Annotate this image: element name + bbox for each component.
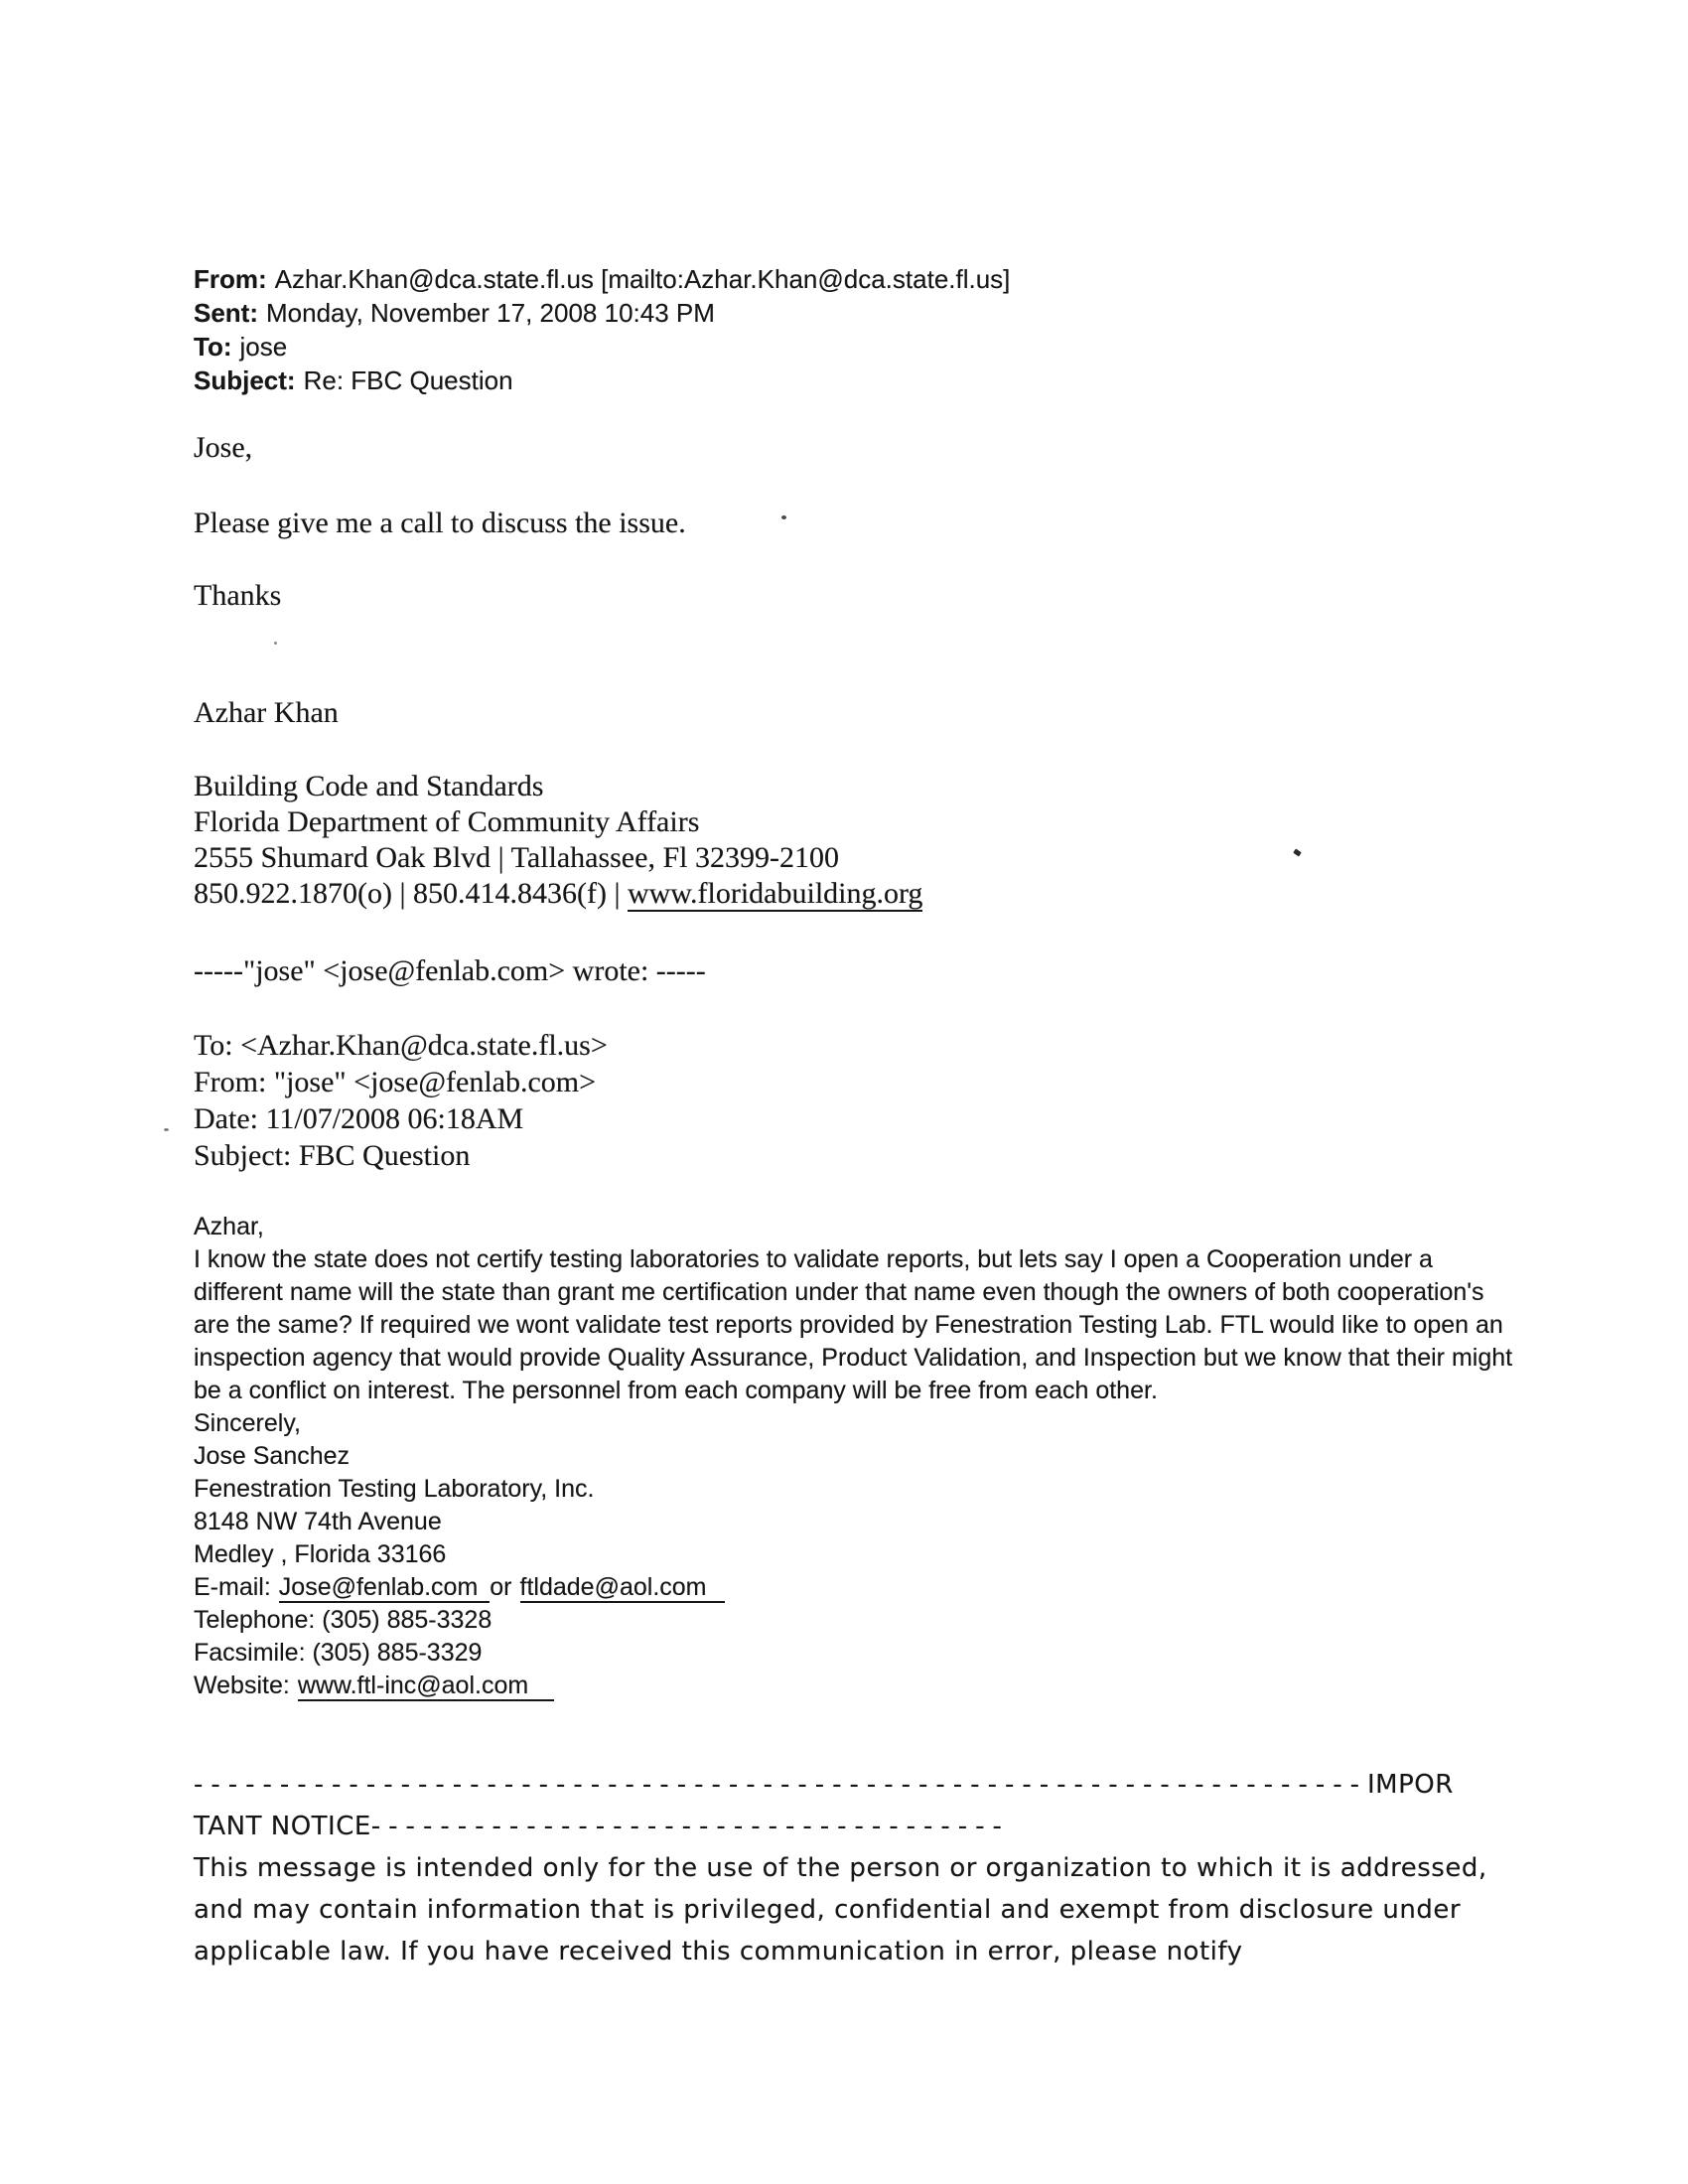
website-label: Website: — [194, 1672, 290, 1699]
quoted-header-from: From: "jose" <jose@fenlab.com> — [194, 1066, 597, 1098]
quoted-attribution: -----"jose" <jose@fenlab.com> wrote: ----- — [194, 954, 706, 987]
notice-separator-tail: IMPOR — [1366, 1770, 1454, 1800]
quoted-sender-name: Jose Sanchez — [194, 1442, 351, 1470]
floridabuilding-link[interactable]: www.floridabuilding.org — [627, 877, 923, 910]
reply-body-line: Please give me a call to discuss the issue. — [194, 507, 686, 539]
header-from-label: From: — [194, 264, 267, 294]
email-label: E-mail: — [194, 1573, 271, 1601]
quoted-telephone: Telephone: (305) 885-3328 — [194, 1606, 492, 1634]
quoted-website-line — [194, 1670, 1514, 1702]
header-row-sent — [194, 296, 1010, 330]
notice-body: This message is intended only for the use of the person or organization to which it is addressed, and may contain information that is privileged, confidential and exempt from disclosure under applicable law. If you have received this communication in error, please notify — [194, 1853, 1487, 1966]
quoted-salutation: Azhar, — [194, 1213, 264, 1240]
quoted-city: Medley , Florida 33166 — [194, 1540, 447, 1568]
email-conjunction: or — [490, 1573, 512, 1601]
scan-artifact — [164, 1128, 169, 1131]
notice-title — [194, 1806, 1520, 1847]
quoted-header-subject: Subject: FBC Question — [194, 1139, 471, 1172]
quoted-company: Fenestration Testing Laboratory, Inc. — [194, 1475, 595, 1503]
reply-sender-name: Azhar Khan — [194, 696, 339, 729]
email-link-primary[interactable]: Jose@fenlab.com — [279, 1573, 490, 1603]
signature-contact-line — [194, 876, 922, 912]
scan-artifact — [781, 515, 786, 519]
header-to-value: jose — [239, 332, 288, 362]
header-to-label: To: — [194, 332, 232, 362]
header-row-from — [194, 262, 1010, 296]
header-from-value: Azhar.Khan@dca.state.fl.us [mailto:Azhar.Khan@dca.state.fl.us] — [274, 264, 1011, 294]
notice-title-dashes: ------------------------------------- — [370, 1812, 1010, 1841]
header-subject-label: Subject: — [194, 365, 296, 395]
reply-greeting: Jose, — [194, 431, 253, 464]
signature-org-line: Florida Department of Community Affairs — [194, 805, 700, 838]
quoted-header-to: To: <Azhar.Khan@dca.state.fl.us> — [194, 1029, 608, 1062]
quoted-facsimile: Facsimile: (305) 885-3329 — [194, 1639, 483, 1667]
important-notice — [194, 1764, 1520, 1972]
notice-separator-dashes: -------------------------------------------------------------------- — [194, 1770, 1367, 1800]
signature-phone-fax: 850.922.1870(o) | 850.414.8436(f) | — [194, 877, 628, 910]
header-subject-value: Re: FBC Question — [303, 365, 513, 395]
email-link-secondary[interactable]: ftldade@aol.com — [520, 1573, 725, 1603]
signature-org-line: Building Code and Standards — [194, 770, 544, 802]
quoted-street: 8148 NW 74th Avenue — [194, 1508, 442, 1535]
scan-artifact — [1293, 848, 1302, 856]
email-header — [194, 262, 1010, 397]
header-sent-label: Sent: — [194, 298, 258, 328]
quoted-email-line — [194, 1571, 1514, 1604]
quoted-header-date: Date: 11/07/2008 06:18AM — [194, 1102, 524, 1135]
reply-closing: Thanks — [194, 579, 282, 612]
header-row-subject — [194, 364, 1010, 397]
notice-title-text: TANT NOTICE — [194, 1812, 371, 1841]
quoted-header — [194, 1027, 608, 1174]
header-sent-value: Monday, November 17, 2008 10:43 PM — [266, 298, 715, 328]
scan-artifact — [274, 642, 277, 645]
website-link[interactable]: www.ftl-inc@aol.com — [298, 1672, 554, 1701]
header-row-to — [194, 330, 1010, 364]
quoted-signoff: Sincerely, — [194, 1409, 301, 1437]
quoted-message — [194, 1211, 1514, 1702]
quoted-body: I know the state does not certify testing laboratories to validate reports, but lets say I open a Cooperation under a different name will the state than grant me certification under that name even though the owners of both cooperation's are the same? If required we wont validate test reports provided by Fenestration Testing Lab. FTL would like to open an inspection agency that would provide Quality Assurance, Product Validation, and Inspection but we know that their might be a conflict on interest. The personnel from each company will be free from each other. — [194, 1245, 1513, 1404]
signature-address-line: 2555 Shumard Oak Blvd | Tallahassee, Fl 32399-2100 — [194, 841, 839, 874]
reply-signature-block — [194, 769, 922, 912]
notice-separator — [194, 1764, 1520, 1806]
